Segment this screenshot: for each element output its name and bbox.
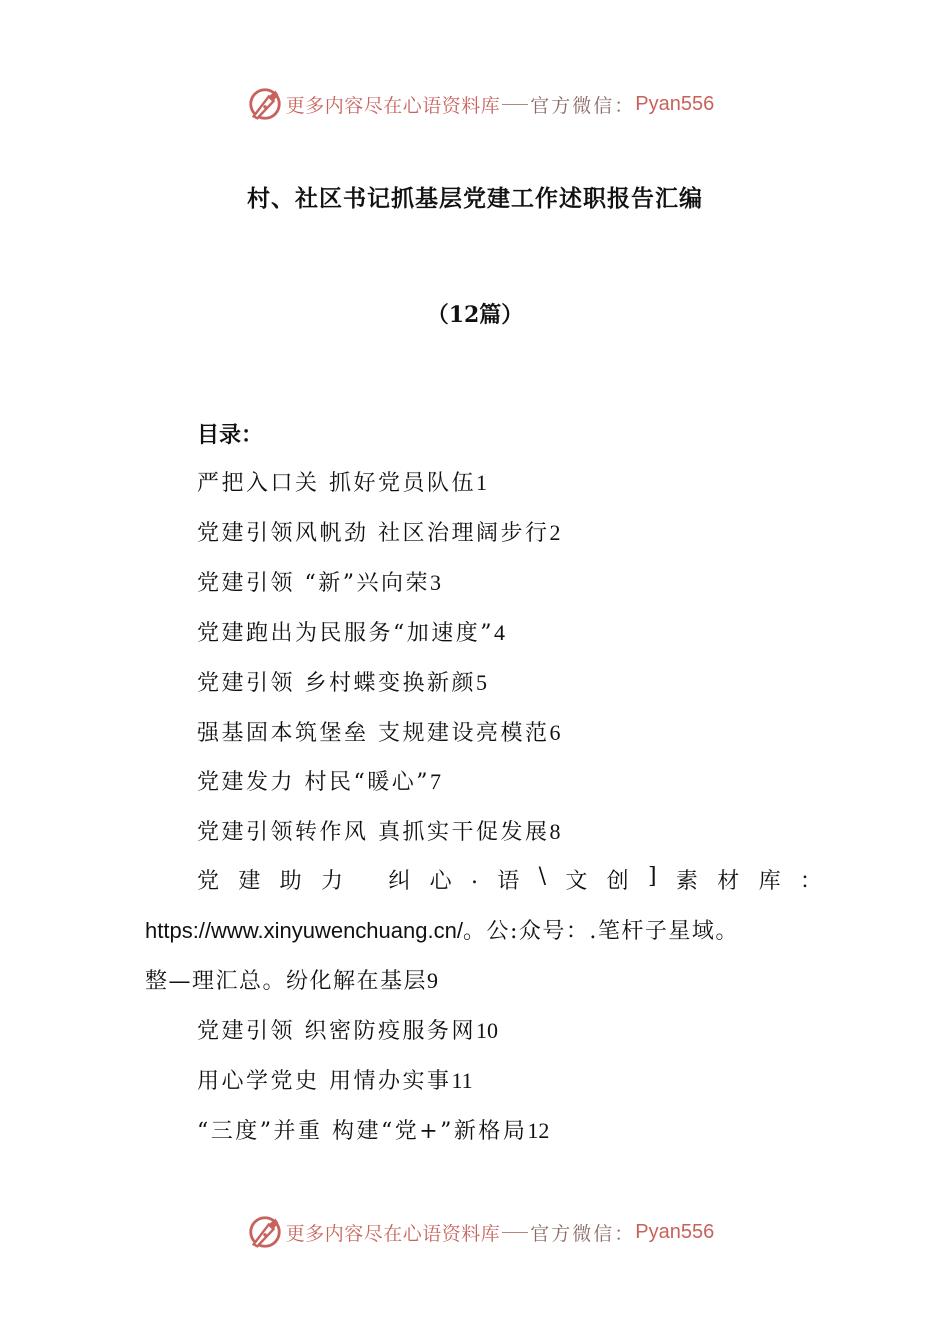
pen-nib-logo-icon xyxy=(246,1213,284,1251)
toc-item-page: 6 xyxy=(549,720,561,745)
toc-item[interactable] xyxy=(197,1064,473,1095)
banner-wechat-id: Pyan556 xyxy=(635,1220,715,1243)
toc-char: \ xyxy=(538,864,547,889)
toc-char: 库 xyxy=(758,869,781,894)
toc-item[interactable] xyxy=(197,566,441,597)
document-title: 村、社区书记抓基层党建工作述职报告汇编 xyxy=(247,185,703,212)
toc-url-link[interactable]: https://www.xinyuwenchuang.cn/ xyxy=(145,918,463,943)
toc-item-text: 严把入口关 抓好党员队伍 xyxy=(197,471,476,496)
toc-item-text: 党建引领转作风 真抓实干促发展 xyxy=(197,820,550,845)
toc-item-text: 党建发力 村民“暖心” xyxy=(197,770,430,795)
toc-char: 党 xyxy=(197,869,220,894)
banner-wechat-label: 官方微信： xyxy=(530,94,636,117)
toc-char: ： xyxy=(799,869,822,894)
toc-char: 助 xyxy=(279,869,302,894)
toc-item-page: 11 xyxy=(451,1068,473,1093)
toc-item-page: 5 xyxy=(476,670,487,695)
pen-nib-logo-icon xyxy=(246,85,284,123)
banner-dash xyxy=(502,104,528,105)
toc-item-text: 党建引领风帆劲 社区治理阔步行 xyxy=(197,521,550,546)
toc-item[interactable] xyxy=(197,765,441,796)
toc-item-text: “三度”并重 构建“党+”新格局 xyxy=(197,1119,528,1144)
toc-heading: 目录： xyxy=(197,422,264,448)
banner-wechat-label: 官方微信： xyxy=(530,1222,636,1245)
toc-item[interactable] xyxy=(197,466,487,497)
toc-char: 素 xyxy=(675,869,698,894)
toc-char: 材 xyxy=(717,869,740,894)
toc-char: 语 xyxy=(497,869,520,894)
banner-content xyxy=(246,85,715,123)
toc-char: 纠 xyxy=(388,869,411,894)
toc-item-page: 10 xyxy=(476,1018,498,1043)
toc-char: ] xyxy=(648,864,657,889)
toc-item-9-line3[interactable] xyxy=(145,964,438,995)
toc-item[interactable] xyxy=(197,815,561,846)
banner-text: 更多内容尽在心语资料库 xyxy=(285,1222,501,1245)
banner-text: 更多内容尽在心语资料库 xyxy=(285,94,501,117)
toc-item-page: 1 xyxy=(476,470,487,495)
toc-item-text: 强基固本筑堡垒 支规建设亮模范 xyxy=(197,721,550,746)
toc-item-page: 3 xyxy=(430,570,441,595)
toc-item-text: 用心学党史 用情办实事 xyxy=(197,1069,452,1094)
toc-item[interactable] xyxy=(197,1114,549,1145)
toc-item-page: 9 xyxy=(427,968,439,993)
toc-item-9-line1[interactable] xyxy=(197,864,822,895)
toc-item-page: 2 xyxy=(549,520,561,545)
toc-item-text: 党建引领 “新”兴向荣 xyxy=(197,571,430,596)
toc-item-page: 12 xyxy=(527,1118,550,1143)
toc-item-page: 8 xyxy=(549,819,561,844)
toc-item-text: 党建引领 乡村蝶变换新颜 xyxy=(197,671,476,696)
toc-item-text: 党建跑出为民服务“加速度” xyxy=(197,621,494,646)
footer-banner xyxy=(0,1212,950,1252)
toc-item[interactable] xyxy=(197,616,505,647)
toc-item-text: 。公:众号：.笔杆子星域。 xyxy=(462,919,739,944)
toc-item-text: 整—理汇总。纷化解在基层 xyxy=(145,969,428,994)
toc-item-page: 7 xyxy=(430,769,441,794)
toc-item-text: 党建引领 织密防疫服务网 xyxy=(197,1019,476,1044)
toc-item-page: 4 xyxy=(494,620,505,645)
banner-dash xyxy=(502,1232,528,1233)
toc-char: 心 xyxy=(429,869,452,894)
banner-wechat-id: Pyan556 xyxy=(635,92,715,115)
toc-char: 建 xyxy=(238,869,261,894)
document-subtitle: （12篇） xyxy=(426,302,524,328)
toc-item[interactable] xyxy=(197,1014,498,1045)
toc-item-9-line2[interactable] xyxy=(145,914,739,945)
toc-item[interactable] xyxy=(197,716,561,747)
header-banner xyxy=(0,84,950,124)
toc-item[interactable] xyxy=(197,516,561,547)
toc-item[interactable] xyxy=(197,666,487,697)
banner-content xyxy=(246,1213,715,1251)
toc-char: 创 xyxy=(606,869,629,894)
toc-char: 文 xyxy=(565,869,588,894)
toc-char: 力 xyxy=(320,869,343,894)
toc-char: . xyxy=(470,864,478,889)
